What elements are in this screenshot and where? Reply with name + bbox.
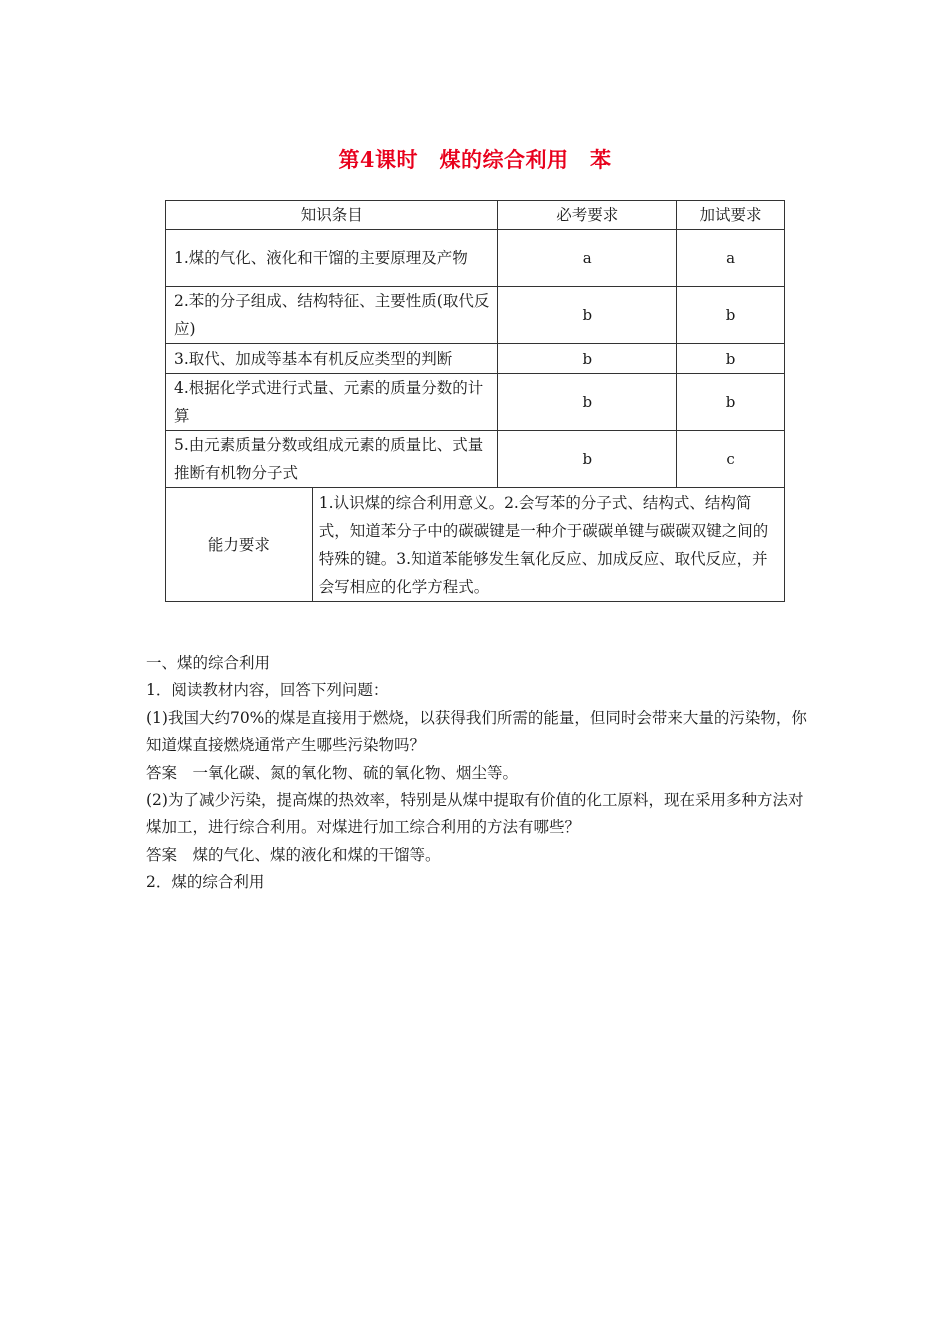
section-heading: 一、煤的综合利用 bbox=[146, 654, 271, 672]
knowledge-item-cell: 1.煤的气化、液化和干馏的主要原理及产物 bbox=[166, 230, 498, 287]
table-row bbox=[166, 344, 785, 374]
required-level-cell: a bbox=[498, 230, 677, 287]
ability-row bbox=[166, 488, 785, 602]
table-row bbox=[166, 230, 785, 287]
extra-level-cell: b bbox=[677, 344, 785, 374]
extra-level-cell: c bbox=[677, 431, 785, 488]
table-row bbox=[166, 287, 785, 344]
question-1-heading: 1．阅读教材内容，回答下列问题： bbox=[146, 681, 389, 700]
extra-level-cell: b bbox=[677, 374, 785, 431]
extra-level-cell: b bbox=[677, 287, 785, 344]
header-knowledge-item: 知识条目 bbox=[166, 201, 498, 230]
question-2-heading: 2．煤的综合利用 bbox=[146, 873, 265, 892]
answer-1-1: 答案 一氧化碳、氮的氧化物、硫的氧化物、烟尘等。 bbox=[146, 763, 519, 782]
page-title: 第4课时 煤的综合利用 苯 bbox=[338, 147, 612, 172]
table-row bbox=[166, 374, 785, 431]
knowledge-item-cell: 3.取代、加成等基本有机反应类型的判断 bbox=[166, 344, 498, 374]
required-level-cell: b bbox=[498, 287, 677, 344]
requirements-table bbox=[165, 200, 785, 602]
table-header-row bbox=[166, 201, 785, 230]
required-level-cell: b bbox=[498, 374, 677, 431]
knowledge-item-cell: 2.苯的分子组成、结构特征、主要性质(取代反应) bbox=[166, 287, 498, 344]
required-level-cell: b bbox=[498, 431, 677, 488]
ability-label: 能力要求 bbox=[166, 488, 313, 602]
table-row bbox=[166, 431, 785, 488]
knowledge-item-cell: 5.由元素质量分数或组成元素的质量比、式量推断有机物分子式 bbox=[166, 431, 498, 488]
extra-level-cell: a bbox=[677, 230, 785, 287]
header-required: 必考要求 bbox=[498, 201, 677, 230]
header-extra: 加试要求 bbox=[677, 201, 785, 230]
ability-text: 1.认识煤的综合利用意义。2.会写苯的分子式、结构式、结构简式，知道苯分子中的碳碳键是一种介于碳碳单键与碳碳双键之间的特殊的键。3.知道苯能够发生氧化反应、加成反应、取代反应，并会写相应的化学方程式。 bbox=[312, 488, 784, 602]
lesson-body bbox=[146, 650, 811, 897]
required-level-cell: b bbox=[498, 344, 677, 374]
question-1-1: (1)我国大约70%的煤是直接用于燃烧，以获得我们所需的能量，但同时会带来大量的污染物，你知道煤直接燃烧通常产生哪些污染物吗？ bbox=[146, 708, 807, 755]
question-1-2: (2)为了减少污染，提高煤的热效率，特别是从煤中提取有价值的化工原料，现在采用多种方法对煤加工，进行综合利用。对煤进行加工综合利用的方法有哪些？ bbox=[146, 791, 804, 837]
answer-1-2: 答案 煤的气化、煤的液化和煤的干馏等。 bbox=[146, 845, 441, 864]
knowledge-item-cell: 4.根据化学式进行式量、元素的质量分数的计算 bbox=[166, 374, 498, 431]
